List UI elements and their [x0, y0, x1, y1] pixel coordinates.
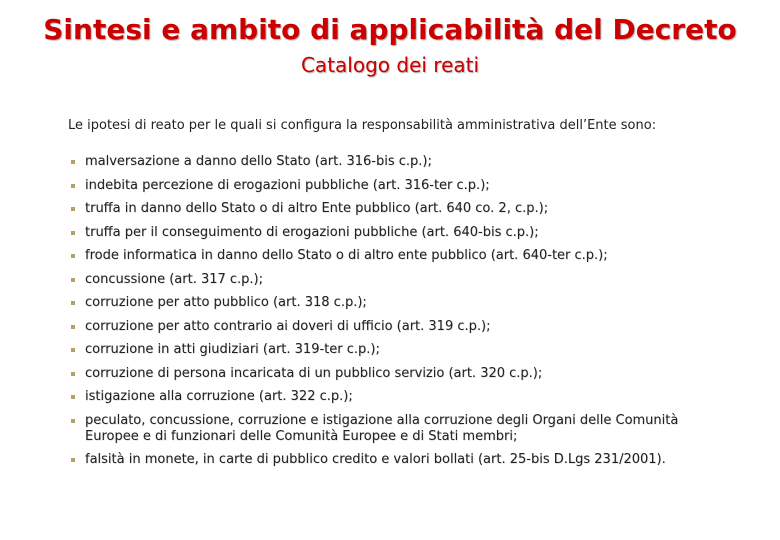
list-item	[68, 452, 728, 468]
square-bullet-icon	[71, 419, 75, 423]
square-bullet-icon	[71, 458, 75, 462]
square-bullet-icon	[71, 278, 75, 282]
page-title: Sintesi e ambito di applicabilità del Decreto	[43, 13, 737, 46]
list-item-text: istigazione alla corruzione (art. 322 c.p.);	[85, 389, 353, 404]
square-bullet-icon	[71, 160, 75, 164]
page-subtitle: Catalogo dei reati	[300, 53, 480, 77]
list-item-text: indebita percezione di erogazioni pubbliche (art. 316-ter c.p.);	[85, 177, 490, 193]
list-item	[68, 248, 728, 264]
list-item-text: truffa in danno dello Stato o di altro Ente pubblico (art. 640 co. 2, c.p.);	[85, 201, 549, 216]
square-bullet-icon	[71, 184, 75, 188]
square-bullet-icon	[71, 372, 75, 376]
square-bullet-icon	[71, 231, 75, 235]
list-item-text: truffa per il conseguimento di erogazioni pubbliche (art. 640-bis c.p.);	[85, 224, 539, 240]
list-item	[68, 319, 728, 335]
list-item-text: concussione (art. 317 c.p.);	[85, 271, 264, 287]
offence-list	[68, 154, 728, 476]
square-bullet-icon	[71, 325, 75, 329]
list-item-text: frode informatica in danno dello Stato o di altro ente pubblico (art. 640-ter c.p.);	[85, 248, 608, 263]
list-item	[68, 154, 728, 170]
list-item	[68, 342, 728, 358]
list-item-text: falsità in monete, in carte di pubblico credito e valori bollati (art. 25-bis D.Lgs 231/2001).	[85, 452, 666, 467]
list-item-text: corruzione di persona incaricata di un pubblico servizio (art. 320 c.p.);	[85, 365, 543, 381]
list-item-text: corruzione per atto contrario ai doveri di ufficio (art. 319 c.p.);	[85, 318, 491, 334]
square-bullet-icon	[71, 207, 75, 211]
list-item	[68, 366, 728, 382]
list-item	[68, 272, 728, 288]
square-bullet-icon	[71, 254, 75, 258]
intro-text: Le ipotesi di reato per le quali si configura la responsabilità amministrativa dell’Ente sono:	[68, 118, 657, 133]
list-item	[68, 389, 728, 405]
square-bullet-icon	[71, 301, 75, 305]
list-item	[68, 178, 728, 194]
list-item-text: peculato, concussione, corruzione e istigazione alla corruzione degli Organi delle Comunità Europee e di funzionari delle Comunità Europee e di Stati membri;	[85, 412, 679, 444]
list-item	[68, 295, 728, 311]
list-item-text: malversazione a danno dello Stato (art. 316-bis c.p.);	[85, 154, 432, 169]
list-item	[68, 225, 728, 241]
list-item-text: corruzione in atti giudiziari (art. 319-ter c.p.);	[85, 342, 380, 357]
square-bullet-icon	[71, 348, 75, 352]
list-item	[68, 201, 728, 217]
list-item	[68, 413, 728, 445]
list-item-text: corruzione per atto pubblico (art. 318 c.p.);	[85, 295, 367, 310]
square-bullet-icon	[71, 395, 75, 399]
